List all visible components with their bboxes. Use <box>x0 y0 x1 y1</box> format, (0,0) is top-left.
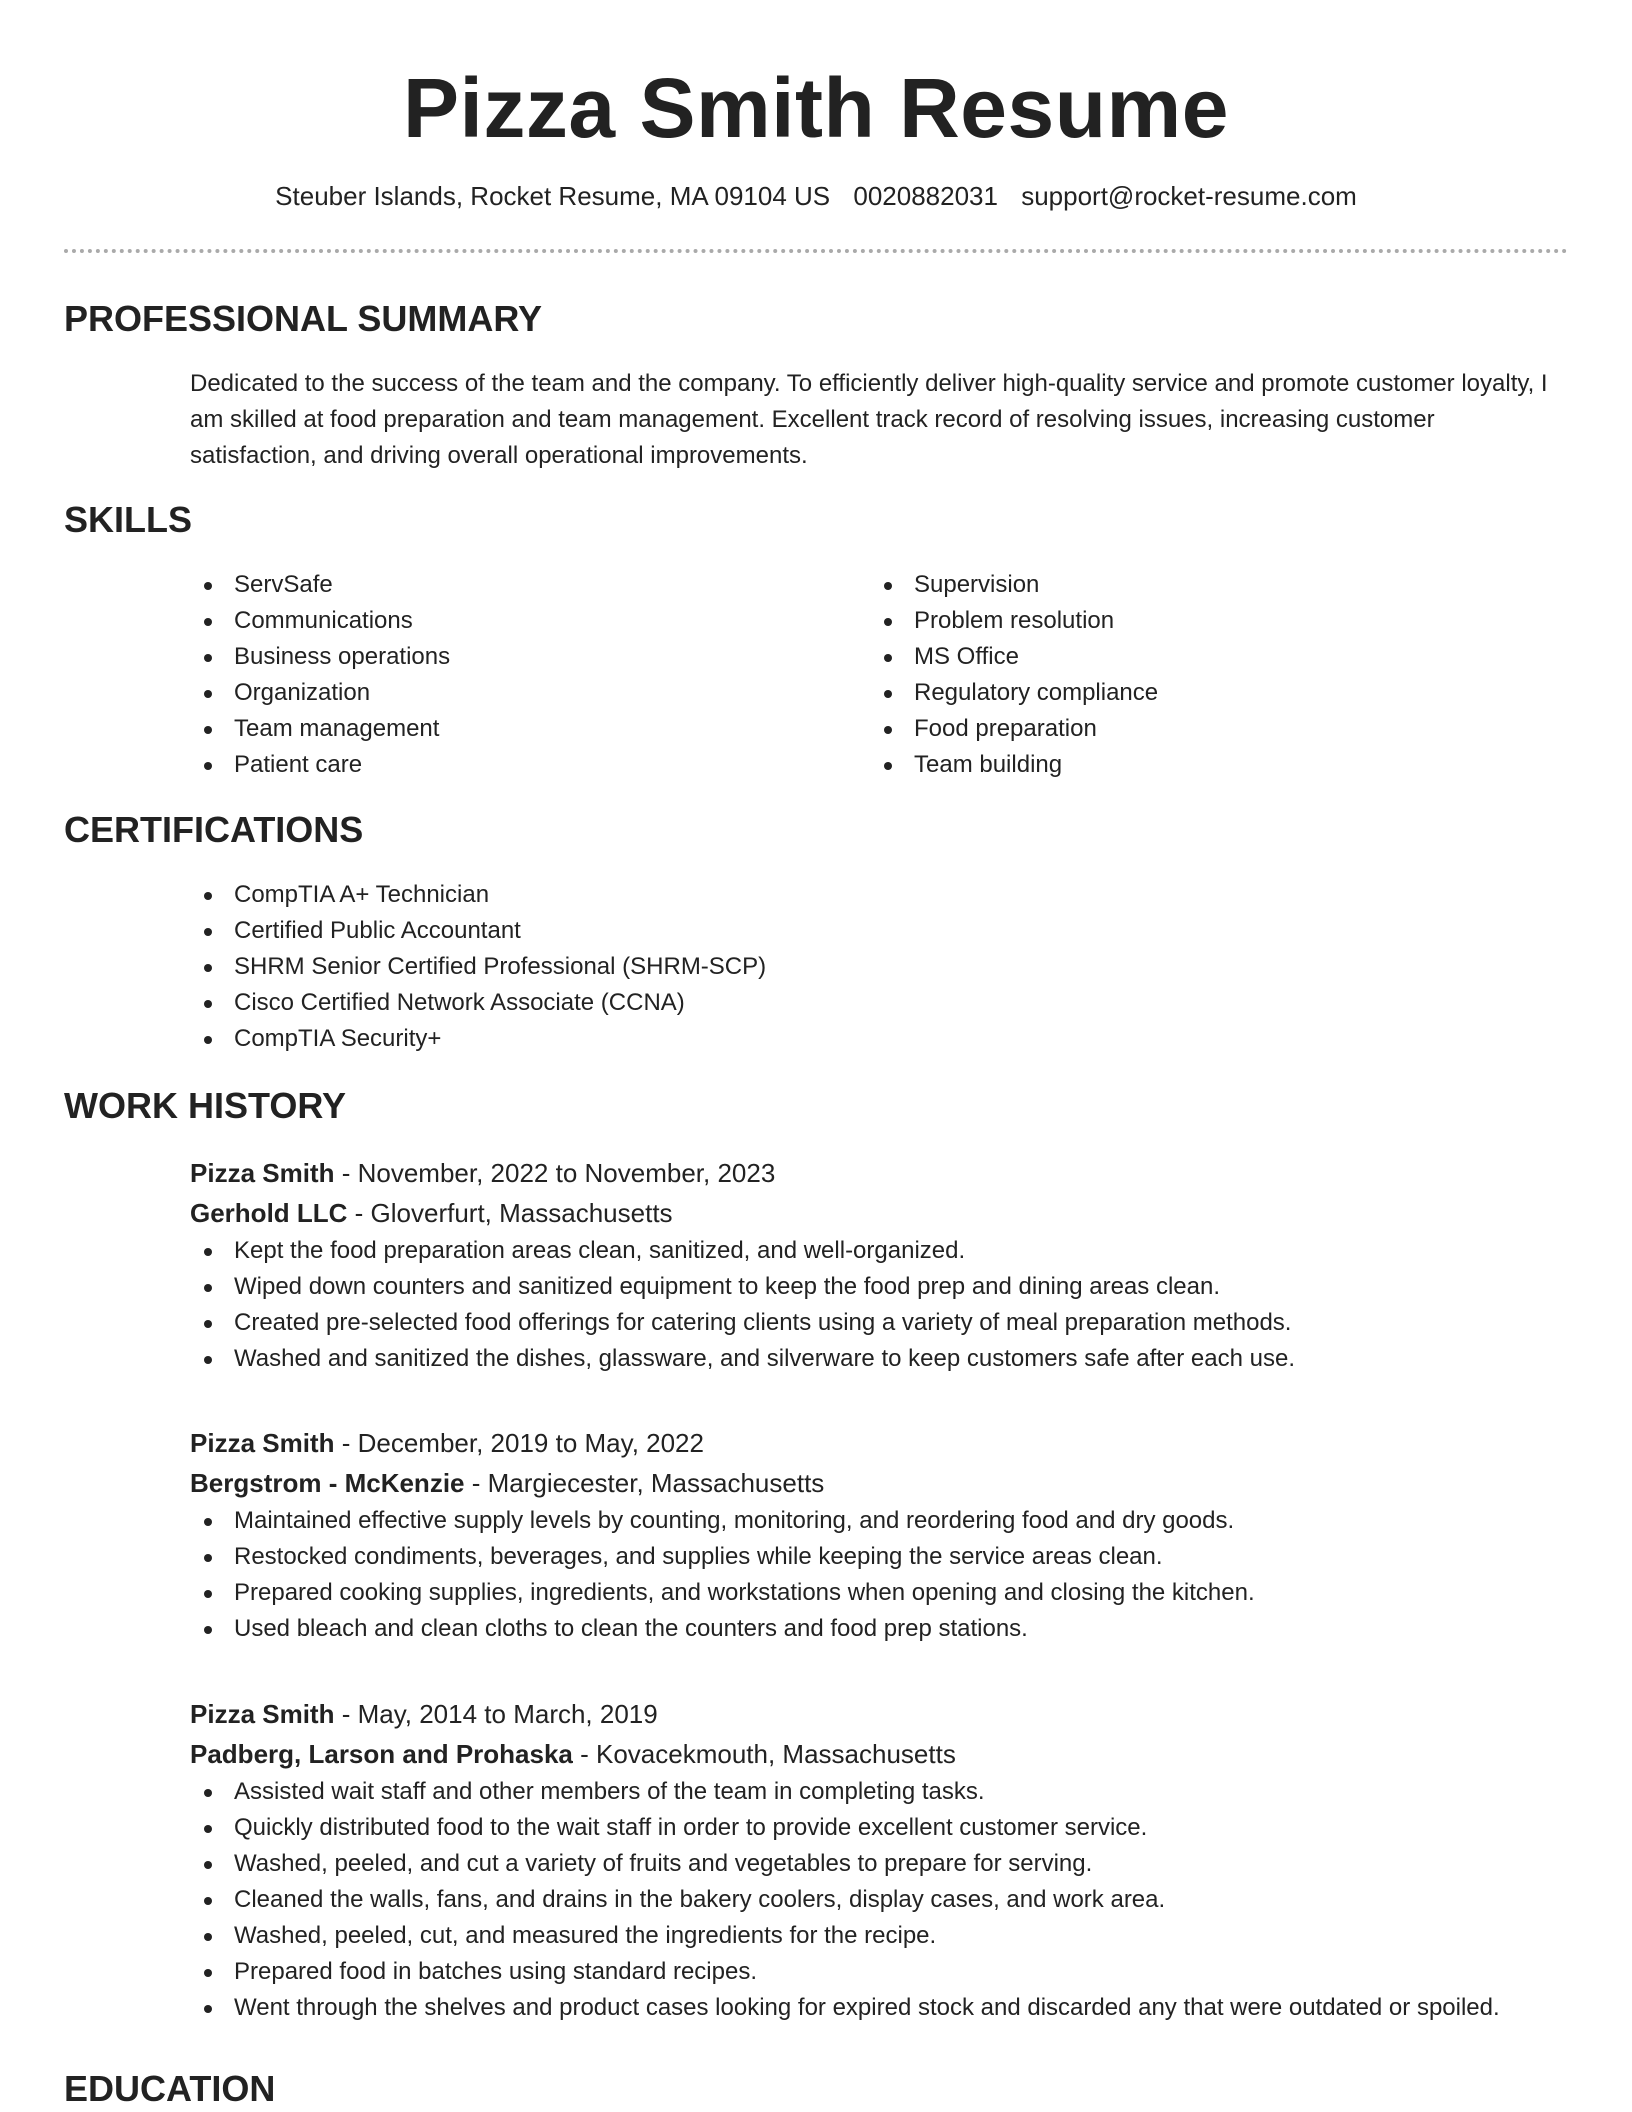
job-dates: - November, 2022 to November, 2023 <box>334 1158 776 1188</box>
list-item: Used bleach and clean cloths to clean the counters and food prep stations. <box>190 1611 1568 1647</box>
job-position: Pizza Smith <box>190 1428 335 1458</box>
list-item: Prepared food in batches using standard recipes. <box>190 1954 1568 1990</box>
job-duties-list <box>190 1503 1568 1647</box>
skills-list-left <box>190 567 870 783</box>
job-position: Pizza Smith <box>190 1158 335 1188</box>
job-title-line <box>190 1153 1568 1193</box>
list-item: CompTIA Security+ <box>190 1021 1568 1057</box>
list-item: Certified Public Accountant <box>190 913 1568 949</box>
certifications-section <box>190 877 1568 1057</box>
list-item: Restocked condiments, beverages, and supplies while keeping the service areas clean. <box>190 1539 1568 1575</box>
summary-section <box>190 366 1568 474</box>
list-item: Organization <box>190 675 870 711</box>
list-item: Patient care <box>190 747 870 783</box>
list-item: Communications <box>190 603 870 639</box>
certifications-heading: CERTIFICATIONS <box>64 809 364 850</box>
list-item: Food preparation <box>870 711 1550 747</box>
job-dates: - May, 2014 to March, 2019 <box>334 1699 658 1729</box>
job-entry-3 <box>190 1694 1568 2026</box>
list-item: ServSafe <box>190 567 870 603</box>
job-position: Pizza Smith <box>190 1699 335 1729</box>
list-item: Created pre-selected food offerings for catering clients using a variety of meal preparation methods. <box>190 1305 1568 1341</box>
education-heading: EDUCATION <box>64 2068 276 2109</box>
header-divider <box>64 249 1568 253</box>
job-title-line <box>190 1423 1568 1463</box>
skills-list-right <box>870 567 1550 783</box>
job-dates: - December, 2019 to May, 2022 <box>334 1428 704 1458</box>
contact-line <box>64 180 1568 212</box>
skills-column-right <box>870 567 1550 783</box>
job-entry-2 <box>190 1423 1568 1647</box>
job-location: - Kovacekmouth, Massachusetts <box>572 1739 956 1769</box>
list-item: Supervision <box>870 567 1550 603</box>
job-location: - Gloverfurt, Massachusetts <box>347 1198 673 1228</box>
list-item: Regulatory compliance <box>870 675 1550 711</box>
list-item: Washed, peeled, cut, and measured the ingredients for the recipe. <box>190 1918 1568 1954</box>
skills-heading: SKILLS <box>64 499 193 540</box>
skills-section <box>190 567 1568 787</box>
job-company: Gerhold LLC <box>190 1198 348 1228</box>
list-item: Wiped down counters and sanitized equipment to keep the food prep and dining areas clean. <box>190 1269 1568 1305</box>
list-item: Team management <box>190 711 870 747</box>
list-item: Went through the shelves and product cases looking for expired stock and discarded any that were outdated or spoiled. <box>190 1990 1568 2026</box>
contact-address: Steuber Islands, Rocket Resume, MA 09104 US <box>275 181 831 211</box>
list-item: Team building <box>870 747 1550 783</box>
list-item: Cisco Certified Network Associate (CCNA) <box>190 985 1568 1021</box>
list-item: CompTIA A+ Technician <box>190 877 1568 913</box>
list-item: Quickly distributed food to the wait staff in order to provide excellent customer service. <box>190 1810 1568 1846</box>
contact-phone: 0020882031 <box>853 181 998 211</box>
job-company-line <box>190 1734 1568 1774</box>
list-item: Business operations <box>190 639 870 675</box>
list-item: Assisted wait staff and other members of the team in completing tasks. <box>190 1774 1568 1810</box>
list-item: Washed and sanitized the dishes, glassware, and silverware to keep customers safe after each use. <box>190 1341 1568 1377</box>
job-company: Padberg, Larson and Prohaska <box>190 1739 573 1769</box>
list-item: Prepared cooking supplies, ingredients, and workstations when opening and closing the kitchen. <box>190 1575 1568 1611</box>
resume-page <box>64 0 1568 2109</box>
summary-heading: PROFESSIONAL SUMMARY <box>64 298 543 339</box>
list-item: MS Office <box>870 639 1550 675</box>
skills-column-left <box>190 567 870 783</box>
list-item: Washed, peeled, and cut a variety of fruits and vegetables to prepare for serving. <box>190 1846 1568 1882</box>
list-item: Problem resolution <box>870 603 1550 639</box>
job-duties-list <box>190 1233 1568 1377</box>
job-company: Bergstrom - McKenzie <box>190 1468 465 1498</box>
job-title-line <box>190 1694 1568 1734</box>
job-company-line <box>190 1463 1568 1503</box>
summary-text: Dedicated to the success of the team and the company. To efficiently deliver high-quality service and promote customer loyalty, I am skilled at food preparation and team management. Excellent track record of resolving issues, increasing customer satisfaction, and driving overall operational improvements. <box>190 370 1548 469</box>
list-item: Cleaned the walls, fans, and drains in the bakery coolers, display cases, and work area. <box>190 1882 1568 1918</box>
list-item: SHRM Senior Certified Professional (SHRM-SCP) <box>190 949 1568 985</box>
job-entry-1 <box>190 1153 1568 1377</box>
list-item: Kept the food preparation areas clean, sanitized, and well-organized. <box>190 1233 1568 1269</box>
job-duties-list <box>190 1774 1568 2026</box>
contact-email: support@rocket-resume.com <box>1021 181 1357 211</box>
job-company-line <box>190 1193 1568 1233</box>
list-item: Maintained effective supply levels by counting, monitoring, and reordering food and dry goods. <box>190 1503 1568 1539</box>
job-location: - Margiecester, Massachusetts <box>464 1468 825 1498</box>
resume-name: Pizza Smith Resume <box>403 61 1229 155</box>
work-history-heading: WORK HISTORY <box>64 1085 347 1126</box>
certifications-list <box>190 877 1568 1057</box>
